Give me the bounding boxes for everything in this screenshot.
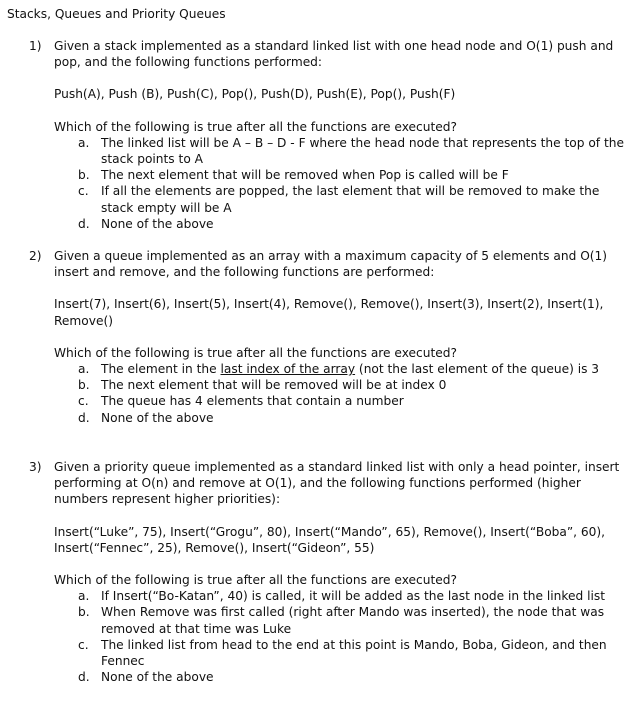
- question-2: [29, 248, 629, 426]
- operations-list: Push(A), Push (B), Push(C), Pop(), Push(D), Push(E), Pop(), Push(F): [54, 87, 456, 102]
- question-number: 2): [29, 249, 42, 263]
- option-a: a. The linked list will be A – B – D - F where the head node that represents the top of the stack points to A: [78, 135, 624, 167]
- question-1: [29, 38, 629, 232]
- option-b: b. When Remove was first called (right after Mando was inserted), the node that was removed at that time was Luke: [78, 605, 605, 636]
- question-prompt: Which of the following is true after all the functions are executed?: [54, 573, 457, 588]
- option-c: c. The queue has 4 elements that contain a number: [78, 394, 404, 409]
- option-b: b. The next element that will be removed will be at index 0: [78, 378, 447, 393]
- question-stem: Given a queue implemented as an array with a maximum capacity of 5 elements and O(1) insert and remove, and the following functions are performed:: [54, 249, 608, 280]
- option-c: c. The linked list from head to the end at this point is Mando, Boba, Gideon, and then Fennec: [78, 637, 607, 669]
- operations-list: Insert(“Luke”, 75), Insert(“Grogu”, 80), Insert(“Mando”, 65), Remove(), Insert(“Boba”, 60), Insert(“Fennec”, 25), Remove(), Insert(“Gideon”, 55): [54, 524, 606, 555]
- question-prompt: Which of the following is true after all the functions are executed?: [54, 119, 457, 134]
- option-d: d. None of the above: [78, 670, 214, 685]
- option-a: a. If Insert(“Bo-Katan”, 40) is called, it will be added as the last node in the linked list: [78, 589, 606, 604]
- page-title: Stacks, Queues and Priority Queues: [7, 7, 226, 21]
- option-b: b. The next element that will be removed when Pop is called will be F: [78, 168, 509, 183]
- option-d: d. None of the above: [78, 410, 214, 425]
- question-prompt: Which of the following is true after all the functions are executed?: [54, 345, 457, 360]
- option-c: c. If all the elements are popped, the last element that will be removed to make the stack empty will be A: [78, 184, 600, 215]
- question-number: 3): [29, 460, 42, 474]
- question-number: 1): [29, 39, 42, 53]
- question-stem: Given a stack implemented as a standard linked list with one head node and O(1) push and pop, and the following functions performed:: [54, 39, 614, 70]
- option-d: d. None of the above: [78, 216, 214, 231]
- underlined-phrase: last index of the array: [220, 362, 356, 377]
- question-stem: Given a priority queue implemented as a standard linked list with only a head pointer, insert performing at O(n) and remove at O(1), and the following functions performed (higher numbers represent higher priorities):: [54, 460, 620, 507]
- question-3: [29, 459, 629, 685]
- operations-list: Insert(7), Insert(6), Insert(5), Insert(4), Remove(), Remove(), Insert(3), Insert(2), Insert(1), Remove(): [54, 297, 604, 328]
- option-a: a. The element in the last index of the array (not the last element of the queue) is 3: [78, 362, 600, 377]
